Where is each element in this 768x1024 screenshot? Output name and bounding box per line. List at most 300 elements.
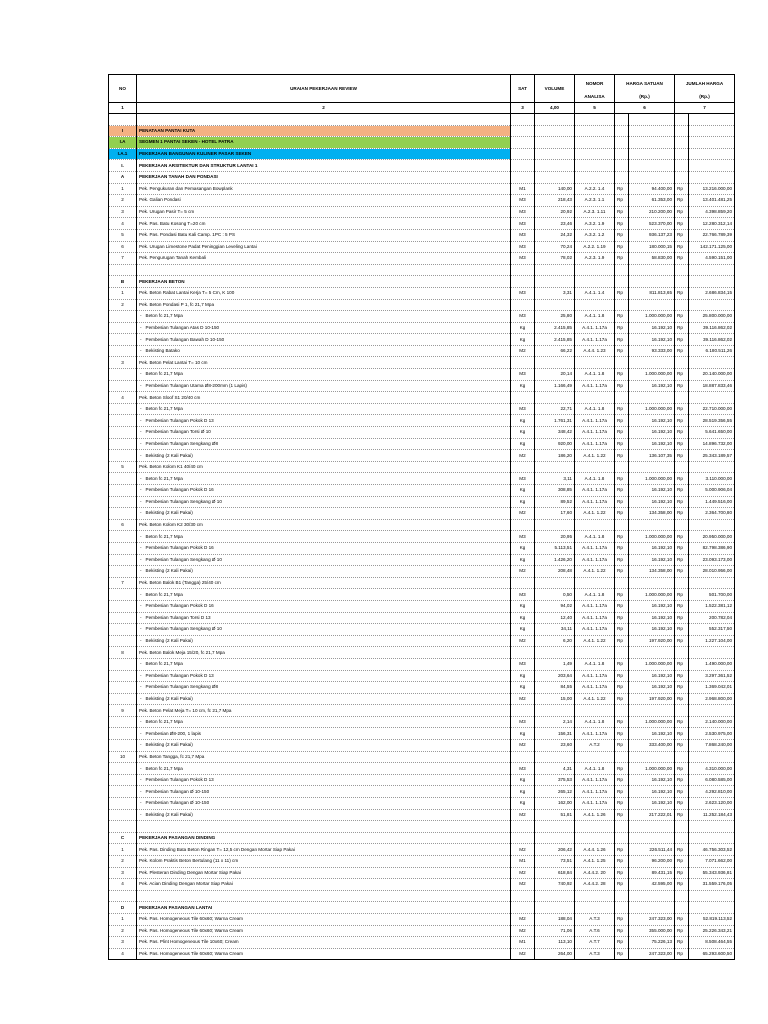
row-desc [137, 786, 511, 798]
row-analisa: A.2.3. 1.11 [575, 206, 615, 218]
table-row [109, 183, 735, 195]
row-desc: Pek. Plesteran Dinding Dengan Mortar Siap Pakai [137, 867, 511, 879]
row-rp: Rp [675, 485, 689, 497]
row-rp: Rp [615, 427, 629, 439]
row-harga-satuan: 1.000.000,00 [629, 403, 675, 415]
dash-marker: - [140, 603, 142, 609]
row-jumlah-harga: 20.950.000,00 [689, 531, 735, 543]
col-uraian-header: URAIAN PEKERJAAN REVIEW [137, 75, 511, 103]
section-title: PEKERJAAN BANGUNAN KULINER PASAR SEKEN [137, 148, 511, 160]
row-rp: Rp [615, 287, 629, 299]
row-desc [137, 403, 511, 415]
row-no [109, 763, 137, 775]
table-row [109, 612, 735, 624]
row-sat: Kg [511, 682, 535, 694]
row-jumlah-harga [689, 461, 735, 473]
row-volume: 206,42 [535, 844, 575, 856]
row-harga-satuan: 1.000.000,00 [629, 311, 675, 323]
row-volume: 1.761,31 [535, 415, 575, 427]
row-jumlah-harga: 31.559.176,05 [689, 879, 735, 891]
dash-marker: - [140, 487, 142, 493]
row-rp [675, 902, 689, 914]
row-desc: Pek. Beton Rabat Lantai Kerja T= 5 Cm, K 100 [137, 287, 511, 299]
row-desc: PEKERJAAN PASANGAN DINDING [137, 832, 511, 844]
col-index: 2 [137, 103, 511, 114]
row-no: 3 [109, 937, 137, 949]
row-sat [511, 902, 535, 914]
row-analisa: A.4.1. 1.8 [575, 658, 615, 670]
row-rp: Rp [615, 589, 629, 601]
row-rp: Rp [615, 206, 629, 218]
row-volume: 5.113,51 [535, 542, 575, 554]
section-title: SEGMEN 1 PANTAI SEKEN - HOTEL PATRA [137, 137, 511, 149]
row-jumlah-harga: 1.522.381,12 [689, 600, 735, 612]
table-row [109, 519, 735, 531]
row-rp: Rp [615, 763, 629, 775]
row-rp: Rp [615, 809, 629, 821]
row-no: 1 [109, 913, 137, 925]
row-no: A [109, 171, 137, 183]
row-analisa: A.4.1. 1.22 [575, 450, 615, 462]
row-no: 4 [109, 879, 137, 891]
row-sat: M1 [511, 183, 535, 195]
row-sat [511, 577, 535, 589]
row-jumlah-harga: 1.369.042,01 [689, 682, 735, 694]
table-row [109, 786, 735, 798]
row-rp: Rp [615, 369, 629, 381]
row-rp: Rp [675, 380, 689, 392]
row-rp [675, 392, 689, 404]
row-analisa: A.4.1. 1.8 [575, 589, 615, 601]
row-jumlah-harga [689, 160, 735, 172]
row-harga-satuan: 811.813,65 [629, 287, 675, 299]
row-desc [137, 322, 511, 334]
table-row [109, 554, 735, 566]
row-desc: Pek. Pengurugan Tanah Kembali [137, 253, 511, 265]
row-desc: Pek. Pas. Homogeneous Tile 60x60; Warna Cream [137, 925, 511, 937]
row-rp: Rp [615, 612, 629, 624]
table-row [109, 798, 735, 810]
row-desc-text: Pembesian Tulangan Sengkang Ø8 [145, 684, 219, 690]
row-desc-text: Pembesian Tulangan Sengkang Ø 10 [145, 556, 222, 562]
dash-marker: - [140, 545, 142, 551]
col-index: 1 [109, 103, 137, 114]
row-volume: 348,42 [535, 427, 575, 439]
dash-marker: - [140, 556, 142, 562]
row-no [109, 890, 137, 902]
row-sat: Kg [511, 496, 535, 508]
row-jumlah-harga: 82.798.386,90 [689, 542, 735, 554]
table-row [109, 658, 735, 670]
row-volume: 71,06 [535, 925, 575, 937]
row-sat: Kg [511, 380, 535, 392]
row-desc: Pek. Beton Balok B1 (Tangga) 25/40 cm [137, 577, 511, 589]
row-volume [535, 821, 575, 833]
section-no: I.A.1 [109, 148, 137, 160]
row-analisa: A.4.1. 1.22 [575, 508, 615, 520]
row-sat [511, 392, 535, 404]
row-rp: Rp [675, 218, 689, 230]
row-rp [675, 160, 689, 172]
row-no [109, 485, 137, 497]
row-desc-text: Bekisting (2 Kali Pakai) [145, 452, 193, 458]
row-rp: Rp [615, 867, 629, 879]
row-sat [511, 171, 535, 183]
col-volume-header: VOLUME [535, 75, 575, 103]
row-rp: Rp [675, 948, 689, 960]
row-rp [615, 832, 629, 844]
row-volume: 23,46 [535, 218, 575, 230]
dash-marker: - [140, 440, 142, 446]
row-analisa: A.4.1. 1.17a [575, 600, 615, 612]
table-row [109, 589, 735, 601]
table-row [109, 160, 735, 172]
row-analisa: A.4.1. 1.8 [575, 403, 615, 415]
row-rp [675, 461, 689, 473]
row-harga-satuan: 1.000.000,00 [629, 369, 675, 381]
row-volume: 0,50 [535, 589, 575, 601]
table-row [109, 438, 735, 450]
row-rp: Rp [615, 450, 629, 462]
row-harga-satuan: 16.192,10 [629, 786, 675, 798]
row-rp: Rp [615, 728, 629, 740]
row-sat: Kg [511, 612, 535, 624]
dash-marker: - [140, 638, 142, 644]
row-no [109, 670, 137, 682]
row-harga-satuan: 936.137,23 [629, 229, 675, 241]
row-no: 2 [109, 925, 137, 937]
row-rp: Rp [615, 195, 629, 207]
table-row [109, 380, 735, 392]
row-volume [535, 519, 575, 531]
row-rp [615, 461, 629, 473]
table-row [109, 241, 735, 253]
row-rp: Rp [675, 774, 689, 786]
dash-marker: - [140, 591, 142, 597]
table-row [109, 299, 735, 311]
row-desc-text: Beton fc 21,7 Mpa [145, 661, 183, 667]
row-volume [535, 276, 575, 288]
row-harga-satuan: 16.192,10 [629, 624, 675, 636]
row-no: 3 [109, 357, 137, 369]
row-rp: Rp [675, 809, 689, 821]
row-volume: 188,04 [535, 913, 575, 925]
row-desc: Pek. Pas. Batu Kosong T=20 cm [137, 218, 511, 230]
row-desc-text: Pembesian Tulangan Sengkang Ø 10 [145, 626, 222, 632]
row-volume: 2.415,85 [535, 322, 575, 334]
row-harga-satuan [629, 519, 675, 531]
dash-marker: - [140, 626, 142, 632]
row-desc [137, 542, 511, 554]
row-rp: Rp [615, 937, 629, 949]
row-jumlah-harga [689, 171, 735, 183]
row-rp: Rp [615, 844, 629, 856]
rab-table [108, 74, 735, 960]
col-index: 7 [675, 103, 735, 114]
row-volume: 12,40 [535, 612, 575, 624]
table-row [109, 206, 735, 218]
table-row [109, 751, 735, 763]
row-desc-text: Pembesian Tulangan Pokok D 13 [145, 777, 214, 783]
row-rp: Rp [675, 589, 689, 601]
row-volume: 73,51 [535, 856, 575, 868]
col-index: 5 [575, 103, 615, 114]
dash-marker: - [140, 672, 142, 678]
row-no [109, 728, 137, 740]
row-rp: Rp [675, 241, 689, 253]
row-no: 1 [109, 287, 137, 299]
row-rp: Rp [675, 253, 689, 265]
table-row [109, 357, 735, 369]
row-rp: Rp [675, 635, 689, 647]
row-jumlah-harga: 6.080.585,00 [689, 774, 735, 786]
table-row [109, 403, 735, 415]
row-rp: Rp [675, 937, 689, 949]
row-no [109, 438, 137, 450]
row-volume: 20,95 [535, 531, 575, 543]
blank-row [109, 890, 735, 902]
row-jumlah-harga: 1.490.000,00 [689, 658, 735, 670]
row-harga-satuan: 16.192,10 [629, 612, 675, 624]
row-desc: Pek. Pengukuran dan Pemasangan Bowplank [137, 183, 511, 195]
table-row [109, 740, 735, 752]
row-no: 7 [109, 253, 137, 265]
row-rp: Rp [675, 658, 689, 670]
row-harga-satuan: 197.920,00 [629, 635, 675, 647]
row-analisa: A.4.1. 1.17a [575, 624, 615, 636]
row-sat: M3 [511, 369, 535, 381]
row-jumlah-harga: 6.180.511,26 [689, 345, 735, 357]
row-analisa: A.4.1. 1.22 [575, 693, 615, 705]
row-desc [137, 427, 511, 439]
row-desc-text: Bekisting (2 Kali Pakai) [145, 811, 193, 817]
row-desc-text: Bekisting Batako [145, 348, 180, 354]
row-jumlah-harga: 4.292.810,00 [689, 786, 735, 798]
row-desc [137, 264, 511, 276]
row-sat: M2 [511, 879, 535, 891]
row-sat: M3 [511, 206, 535, 218]
row-rp: Rp [615, 716, 629, 728]
row-desc-text: Pembesian Tulangan Ø 10-150 [145, 788, 210, 794]
table-row [109, 369, 735, 381]
table-row [109, 229, 735, 241]
row-rp [615, 577, 629, 589]
table-row [109, 485, 735, 497]
table-row [109, 496, 735, 508]
row-desc-text: Beton fc 21,7 Mpa [145, 406, 183, 412]
row-jumlah-harga: 7.071.662,00 [689, 856, 735, 868]
row-desc [137, 728, 511, 740]
row-jumlah-harga: 25.343.189,57 [689, 450, 735, 462]
row-harga-satuan: 247.323,00 [629, 913, 675, 925]
row-sat: Kg [511, 798, 535, 810]
row-sat: M2 [511, 566, 535, 578]
row-rp [675, 577, 689, 589]
row-jumlah-harga: 25.800.000,00 [689, 311, 735, 323]
row-sat: M2 [511, 450, 535, 462]
row-desc-text: Pembesian Tulangan Torsi Ø 10 [145, 429, 211, 435]
row-sat: M2 [511, 693, 535, 705]
table-row [109, 693, 735, 705]
row-rp [615, 890, 629, 902]
table-row [109, 809, 735, 821]
row-sat: M2 [511, 925, 535, 937]
row-rp: Rp [615, 241, 629, 253]
row-rp [615, 519, 629, 531]
row-jumlah-harga: 11.252.184,43 [689, 809, 735, 821]
row-desc [137, 508, 511, 520]
table-row [109, 171, 735, 183]
row-volume: 84,55 [535, 682, 575, 694]
row-sat: M3 [511, 531, 535, 543]
table-row [109, 276, 735, 288]
row-harga-satuan [629, 751, 675, 763]
row-desc [137, 531, 511, 543]
row-jumlah-harga: 13.401.481,25 [689, 195, 735, 207]
row-rp: Rp [675, 716, 689, 728]
row-desc [137, 589, 511, 601]
row-harga-satuan [629, 832, 675, 844]
row-desc [137, 693, 511, 705]
row-harga-satuan [629, 392, 675, 404]
table-row [109, 392, 735, 404]
row-rp: Rp [615, 635, 629, 647]
row-desc: Pek. Urugan Limestone Padat Peninggian Leveling Lantai [137, 241, 511, 253]
row-jumlah-harga: 4.590.151,00 [689, 253, 735, 265]
row-desc [137, 415, 511, 427]
row-rp: Rp [675, 879, 689, 891]
row-harga-satuan: 180.000,15 [629, 241, 675, 253]
row-analisa: A.4.1. 1.17a [575, 438, 615, 450]
row-desc [137, 612, 511, 624]
row-no [109, 473, 137, 485]
row-sat: M1 [511, 937, 535, 949]
row-desc: Pek. Beton Kolom K2 30/30 cm [137, 519, 511, 531]
row-rp [615, 160, 629, 172]
row-sat: M2 [511, 508, 535, 520]
row-volume [535, 577, 575, 589]
row-desc [137, 473, 511, 485]
row-jumlah-harga: 200.782,04 [689, 612, 735, 624]
row-volume [535, 299, 575, 311]
row-volume: 20,92 [535, 206, 575, 218]
row-sat: M2 [511, 913, 535, 925]
row-analisa: A.4.4. 1.23 [575, 345, 615, 357]
row-desc [137, 670, 511, 682]
row-jumlah-harga [689, 902, 735, 914]
row-analisa: A.4.1. 1.17a [575, 798, 615, 810]
row-sat [511, 890, 535, 902]
row-desc-text: Bekisting (2 Kali Pakai) [145, 510, 193, 516]
row-sat: Kg [511, 427, 535, 439]
row-rp: Rp [615, 322, 629, 334]
dash-marker: - [140, 371, 142, 377]
row-rp: Rp [675, 925, 689, 937]
row-sat [511, 647, 535, 659]
row-rp: Rp [615, 334, 629, 346]
row-harga-satuan [629, 821, 675, 833]
row-no [109, 542, 137, 554]
table-row [109, 542, 735, 554]
row-desc: Pek. Beton Pelat Meja T= 10 cm, fc 21,7 Mpa [137, 705, 511, 717]
row-desc: Pek. Beton Balok Meja 15/20, fc 21,7 Mpa [137, 647, 511, 659]
row-harga-satuan [629, 577, 675, 589]
row-jumlah-harga [689, 357, 735, 369]
dash-marker: - [140, 765, 142, 771]
row-harga-satuan: 1.000.000,00 [629, 473, 675, 485]
row-harga-satuan: 16.192,10 [629, 485, 675, 497]
row-desc [137, 716, 511, 728]
row-jumlah-harga: 2.968.800,00 [689, 693, 735, 705]
row-volume [535, 357, 575, 369]
row-volume: 2.415,85 [535, 334, 575, 346]
row-rp [615, 647, 629, 659]
row-rp: Rp [615, 485, 629, 497]
row-rp: Rp [615, 682, 629, 694]
spacer-row [109, 114, 735, 126]
row-sat: Kg [511, 415, 535, 427]
row-desc: Pek. Pas. Plint Homogeneous Tile 10x60; Cream [137, 937, 511, 949]
row-rp: Rp [675, 508, 689, 520]
row-jumlah-harga: 2.530.975,00 [689, 728, 735, 740]
row-harga-satuan [629, 160, 675, 172]
row-analisa: A.T.3 [575, 913, 615, 925]
row-volume: 17,60 [535, 508, 575, 520]
row-analisa [575, 647, 615, 659]
row-volume: 203,64 [535, 670, 575, 682]
row-rp [675, 821, 689, 833]
row-rp: Rp [675, 183, 689, 195]
row-sat: Kg [511, 624, 535, 636]
row-analisa [575, 902, 615, 914]
row-harga-satuan: 58.830,00 [629, 253, 675, 265]
dash-marker: - [140, 475, 142, 481]
table-row [109, 461, 735, 473]
row-jumlah-harga [689, 751, 735, 763]
row-sat: Kg [511, 438, 535, 450]
blank-row [109, 264, 735, 276]
row-sat: Kg [511, 322, 535, 334]
row-analisa: A.4.1. 1.8 [575, 716, 615, 728]
row-jumlah-harga: 5.000.906,04 [689, 485, 735, 497]
row-rp: Rp [675, 844, 689, 856]
row-jumlah-harga: 20.140.000,00 [689, 369, 735, 381]
table-row [109, 844, 735, 856]
row-sat: M2 [511, 844, 535, 856]
row-no [109, 635, 137, 647]
row-jumlah-harga [689, 821, 735, 833]
row-harga-satuan: 1.000.000,00 [629, 589, 675, 601]
row-harga-satuan: 16.192,10 [629, 380, 675, 392]
row-volume: 51,81 [535, 809, 575, 821]
dash-marker: - [140, 777, 142, 783]
row-analisa: A.2.3. 1.1 [575, 195, 615, 207]
row-analisa: A.4.1. 1.8 [575, 763, 615, 775]
row-desc-text: Pembesian Tulangan Pokok D 13 [145, 417, 214, 423]
row-no [109, 658, 137, 670]
dash-marker: - [140, 614, 142, 620]
row-rp [675, 299, 689, 311]
row-volume [535, 264, 575, 276]
row-desc-text: Beton fc 21,7 Mpa [145, 591, 183, 597]
row-analisa: A.T.7 [575, 937, 615, 949]
row-desc: Pek. Acian Dinding Dengan Mortar Siap Pakai [137, 879, 511, 891]
row-sat: Kg [511, 600, 535, 612]
row-harga-satuan [629, 461, 675, 473]
row-jumlah-harga: 22.766.789,39 [689, 229, 735, 241]
row-analisa: A.4.1. 1.17a [575, 682, 615, 694]
row-volume [535, 392, 575, 404]
